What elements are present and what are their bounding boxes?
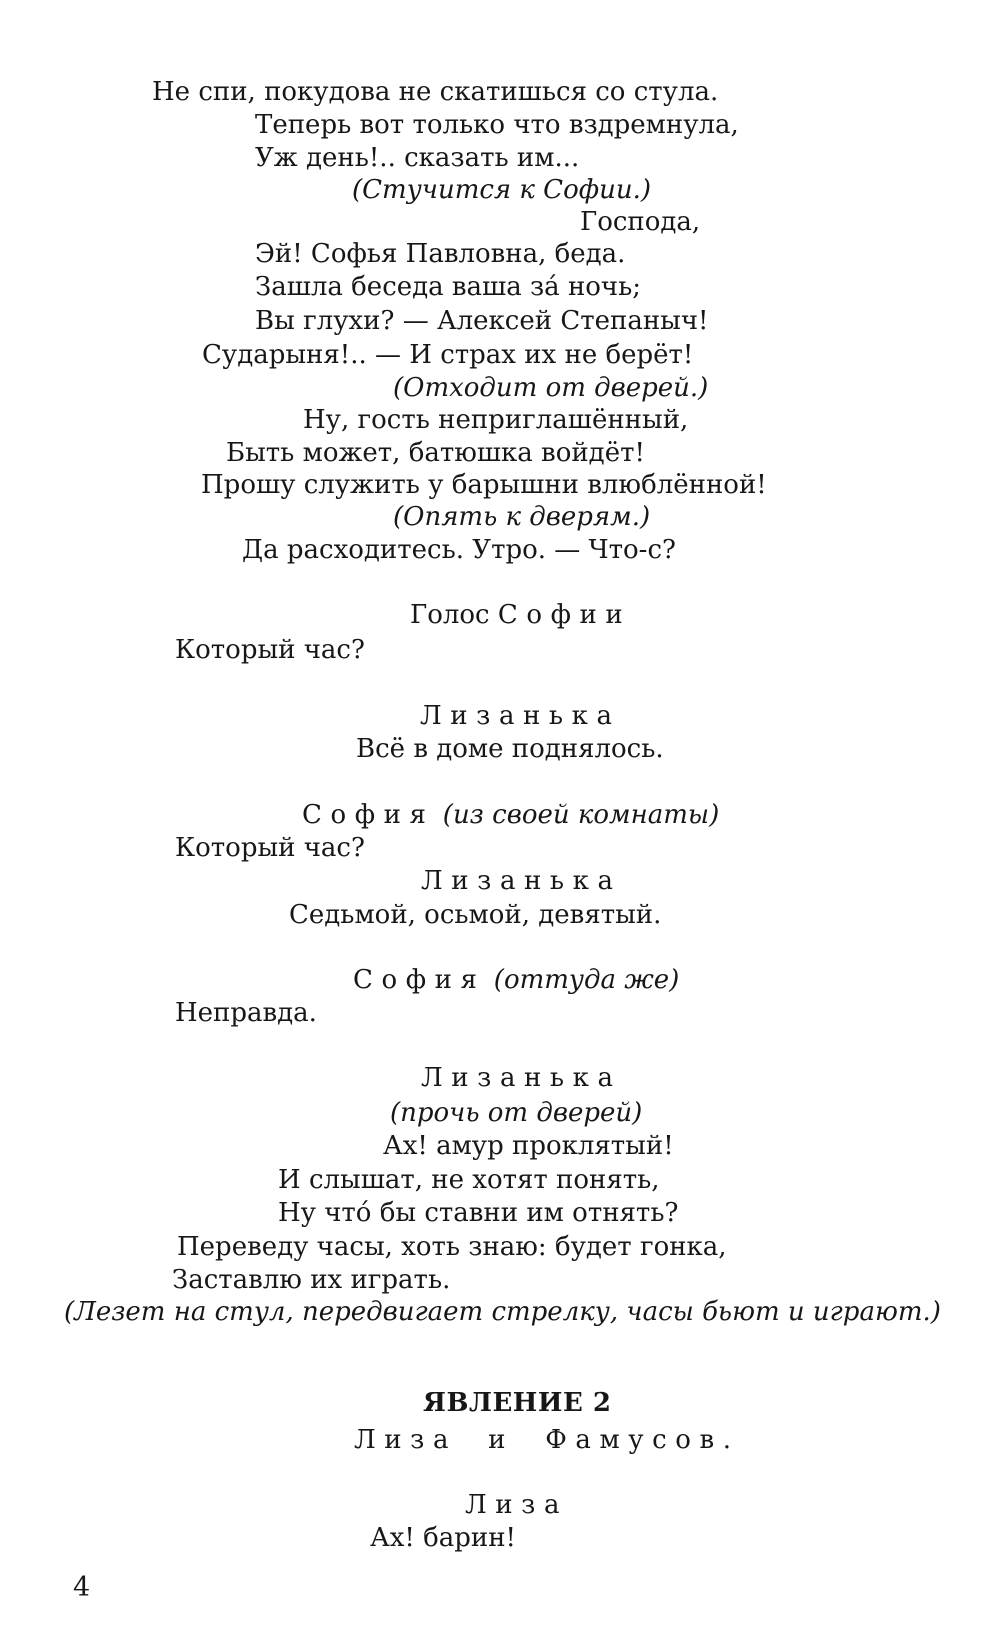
text-segment: Господа, [580, 207, 701, 237]
text-segment: Да расходитесь. Утро. — Что-с? [242, 535, 676, 565]
text-segment: Уж день!.. сказать им... [255, 143, 580, 173]
text-segment: Седьмой, осьмой, девятый. [289, 900, 662, 930]
stage-direction-text: (Стучится к Софии.) [352, 175, 651, 205]
text-segment: Софии [497, 600, 632, 630]
text-segment: И слышат, не хотят понять, [278, 1165, 660, 1195]
verse-line [255, 111, 739, 141]
stage-direction-text: (Опять к дверям.) [393, 502, 651, 532]
text-segment: Неправда. [175, 998, 317, 1028]
text-segment: Ах! барин! [370, 1523, 516, 1553]
text-segment: Эй! Софья Павловна, беда. [255, 239, 626, 269]
text-segment: София [302, 800, 435, 830]
text-segment: Прошу служить у барышни влюблённой! [201, 470, 767, 500]
verse-line [175, 999, 317, 1029]
text-segment: Сударыня!.. — И страх их не берёт! [202, 340, 694, 370]
verse-line [202, 341, 693, 371]
text-segment: Быть может, батюшка войдёт! [226, 438, 645, 468]
character-name [302, 801, 719, 831]
stage-direction-text: (Лезет на стул, передвигает стрелку, часы бьют и играют.) [64, 1297, 941, 1327]
stage-direction [390, 1099, 642, 1129]
stage-direction [352, 176, 651, 206]
verse-line [255, 144, 579, 174]
verse-line [278, 1166, 660, 1196]
character-name [410, 601, 631, 631]
verse-line [201, 471, 767, 501]
verse-line [172, 1266, 450, 1296]
verse-line [175, 636, 365, 666]
text-segment: Лизанька [421, 866, 622, 896]
verse-line [242, 536, 676, 566]
stage-direction-text: (оттуда же) [485, 965, 680, 995]
verse-line [370, 1524, 516, 1554]
verse-line [303, 406, 688, 436]
cast-list [354, 1426, 740, 1456]
text-segment: Ну, гость неприглашённый, [303, 405, 689, 435]
stage-direction-text: (Отходит от дверей.) [393, 373, 709, 403]
stage-direction-text: (из своей комнаты) [434, 800, 720, 830]
scene-heading [423, 1389, 611, 1419]
text-segment: Лиза [465, 1490, 569, 1520]
stage-direction-text: (прочь от дверей) [390, 1098, 643, 1128]
stage-direction [393, 503, 650, 533]
text-segment: Теперь вот только что вздремнула, [255, 110, 739, 140]
stage-direction [393, 374, 708, 404]
verse-line [289, 901, 661, 931]
text-segment: Лизанька [420, 701, 621, 731]
text-segment: Голос [410, 600, 498, 630]
character-name [420, 702, 621, 732]
text-segment: Всё в доме поднялось. [356, 734, 664, 764]
verse-line [255, 273, 641, 303]
character-name [421, 1064, 622, 1094]
character-name [353, 966, 679, 996]
text-segment: Переведу часы, хоть знаю: будет гонка, [177, 1232, 727, 1262]
verse-line [356, 735, 664, 765]
text-segment: 4 [73, 1572, 91, 1603]
stage-direction [64, 1298, 941, 1328]
character-name [465, 1491, 568, 1521]
verse-line [580, 208, 700, 238]
text-segment: Который час? [175, 833, 365, 863]
verse-line [255, 307, 709, 337]
character-name [421, 867, 622, 897]
text-segment: ЯВЛЕНИЕ 2 [423, 1388, 612, 1418]
text-segment: Ах! амур проклятый! [383, 1131, 674, 1161]
text-segment: Лиза и Фамусов. [354, 1425, 740, 1455]
verse-line [226, 439, 645, 469]
text-segment: Зашла беседа ваша за́ ночь; [255, 272, 642, 302]
text-segment: Ну что́ бы ставни им отнять? [278, 1198, 679, 1228]
verse-line [383, 1132, 674, 1162]
verse-line [177, 1233, 727, 1263]
text-segment: Который час? [175, 635, 365, 665]
text-segment: Не спи, покудова не скатишься со стула. [152, 77, 719, 107]
verse-line [175, 834, 365, 864]
verse-line [255, 240, 625, 270]
text-segment: Заставлю их играть. [172, 1265, 451, 1295]
page-number [73, 1572, 90, 1603]
text-segment: Вы глухи? — Алексей Степаныч! [255, 306, 709, 336]
text-segment: София [353, 965, 486, 995]
verse-line [278, 1199, 678, 1229]
text-segment: Лизанька [421, 1063, 622, 1093]
verse-line [152, 78, 718, 108]
